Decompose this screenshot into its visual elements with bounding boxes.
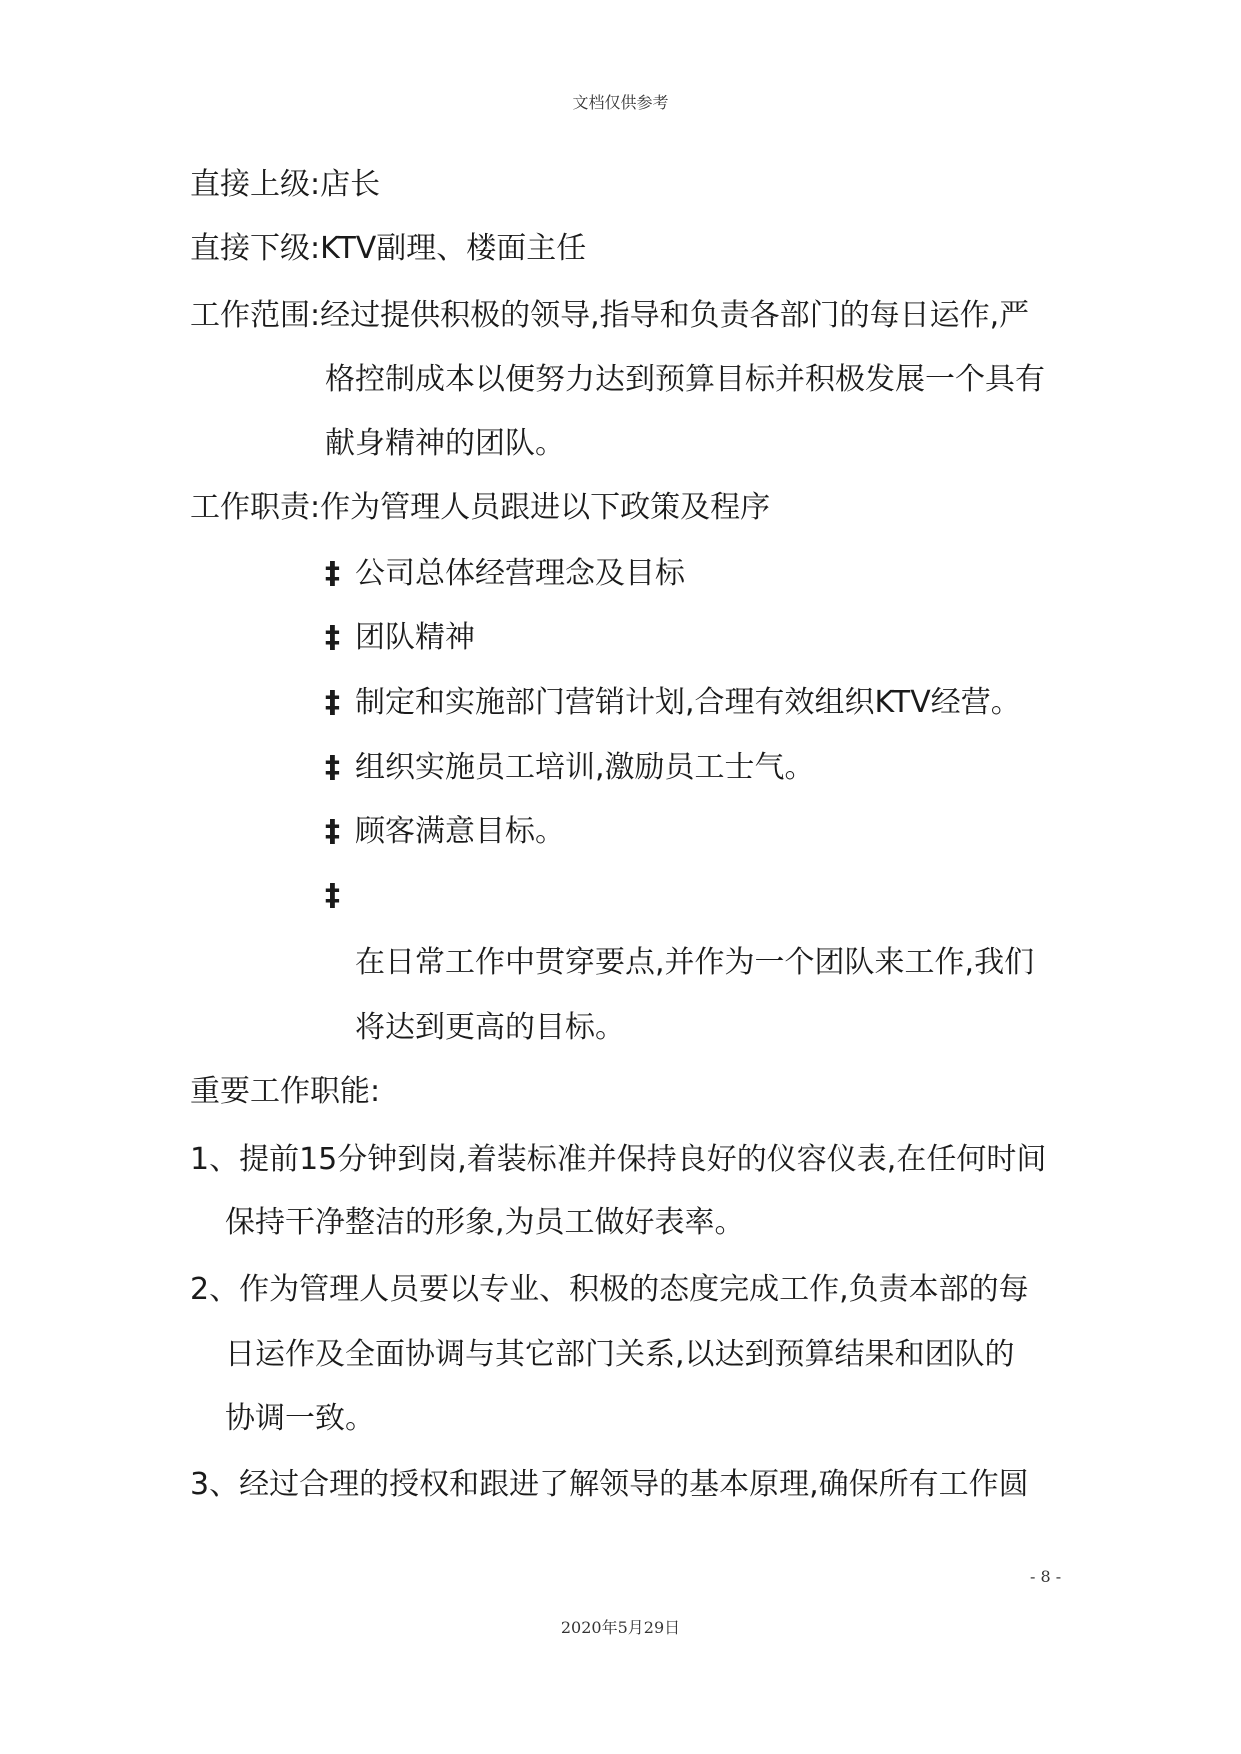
- bullet-continuation-line-2: 将达到更高的目标。: [355, 1010, 625, 1045]
- double-dagger-icon: ‡: [325, 620, 340, 655]
- bullet-item: [325, 683, 1021, 723]
- bullet-item: [325, 812, 565, 852]
- bullet-item: [325, 618, 475, 658]
- double-dagger-icon: ‡: [325, 878, 340, 913]
- work-duties-intro: 工作职责:作为管理人员跟进以下政策及程序: [190, 490, 771, 525]
- function-item-2-line-1: 2、作为管理人员要以专业、积极的态度完成工作,负责本部的每: [190, 1272, 1029, 1307]
- function-item-1-line-2: 保持干净整洁的形象,为员工做好表率。: [225, 1205, 745, 1240]
- direct-superior-line: 直接上级:店长: [190, 167, 381, 202]
- double-dagger-icon: ‡: [325, 814, 340, 849]
- function-item-2-line-3: 协调一致。: [225, 1401, 375, 1436]
- bullet-text: 团队精神: [355, 620, 475, 655]
- header-watermark-text: 文档仅供参考: [572, 93, 669, 112]
- bullet-text: 制定和实施部门营销计划,合理有效组织KTV经营。: [355, 685, 1021, 720]
- direct-subordinate-line: 直接下级:KTV副理、楼面主任: [190, 231, 587, 266]
- function-item-1-line-1: 1、提前15分钟到岗,着装标准并保持良好的仪容仪表,在任何时间: [190, 1142, 1047, 1177]
- footer-date: 2020年5月29日: [560, 1618, 681, 1637]
- functions-heading: 重要工作职能:: [190, 1074, 381, 1109]
- double-dagger-icon: ‡: [325, 556, 340, 591]
- page-number: - 8 -: [1030, 1567, 1062, 1586]
- work-scope-line-3: 献身精神的团队。: [325, 426, 565, 461]
- bullet-text: 组织实施员工培训,激励员工士气。: [355, 750, 815, 785]
- work-scope-line-2: 格控制成本以便努力达到预算目标并积极发展一个具有: [325, 362, 1045, 397]
- bullet-item: [325, 876, 355, 916]
- bullet-text: 顾客满意目标。: [355, 814, 565, 849]
- work-scope-line-1: 工作范围:经过提供积极的领导,指导和负责各部门的每日运作,严: [190, 298, 1030, 333]
- function-item-3-line-1: 3、经过合理的授权和跟进了解领导的基本原理,确保所有工作圆: [190, 1467, 1029, 1502]
- double-dagger-icon: ‡: [325, 750, 340, 785]
- bullet-item: [325, 748, 815, 788]
- function-item-2-line-2: 日运作及全面协调与其它部门关系,以达到预算结果和团队的: [225, 1337, 1015, 1372]
- bullet-continuation-line-1: 在日常工作中贯穿要点,并作为一个团队来工作,我们: [355, 945, 1035, 980]
- bullet-item: [325, 554, 685, 594]
- bullet-text: 公司总体经营理念及目标: [355, 556, 685, 591]
- double-dagger-icon: ‡: [325, 685, 340, 720]
